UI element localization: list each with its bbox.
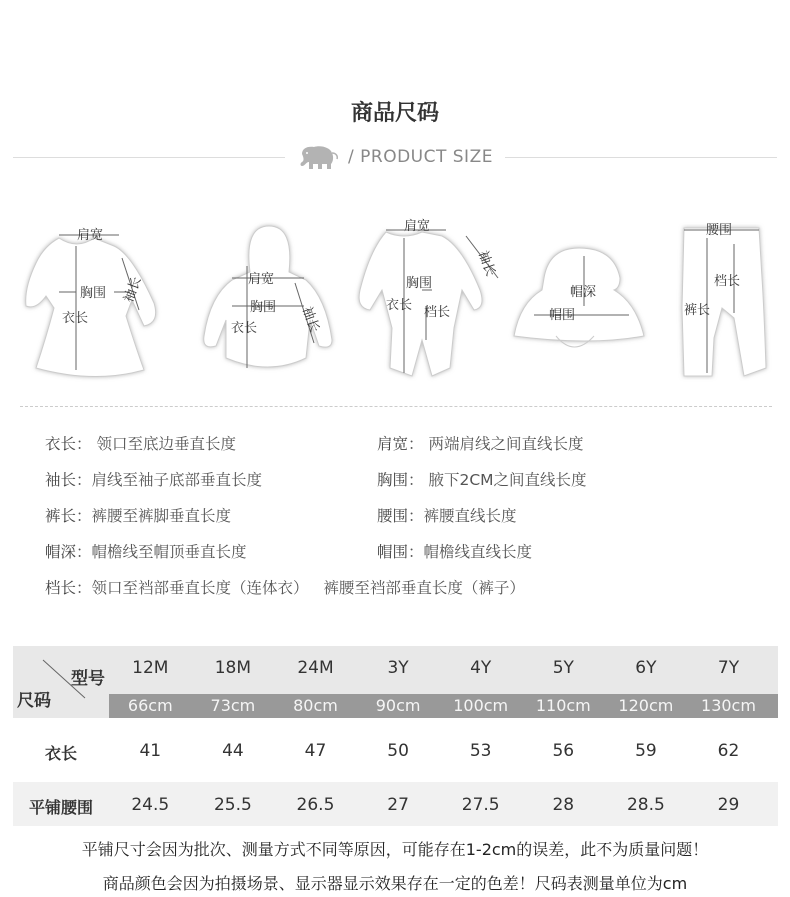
table-cell: 25.5 [213, 795, 252, 815]
size-header-cell: 3Y [387, 658, 409, 678]
romper-diagram [359, 230, 498, 376]
table-cell: 27 [387, 795, 409, 815]
divider-right [505, 157, 777, 158]
definition-item: 衣长： 领口至底边垂直长度 [45, 435, 236, 453]
table-cell: 50 [387, 741, 409, 761]
definition-item: 袖长：肩线至袖子底部垂直长度 [45, 471, 263, 489]
pants-label-crotch: 档长 [714, 274, 741, 289]
dashed-divider [20, 406, 772, 407]
definition-item: 胸围： 腋下2CM之间直线长度 [377, 471, 587, 489]
subtitle-text: / PRODUCT SIZE [348, 147, 493, 167]
table-cell: 56 [552, 741, 575, 761]
table-cell: 27.5 [461, 795, 500, 815]
size-header-cell: 24M [297, 658, 334, 678]
size-header-cell: 7Y [717, 658, 740, 678]
dress-label-sleeve: 袖长 [121, 275, 145, 305]
jacket-label-length: 衣长 [231, 321, 258, 336]
divider-left [13, 157, 285, 158]
definition-item: 裤长：裤腰至裤脚垂直长度 [45, 507, 232, 525]
hat-label-circ: 帽围 [549, 308, 576, 323]
size-header-cell: 5Y [552, 658, 574, 678]
note-2: 商品颜色会因为拍摄场景、显示器显示效果存在一定的色差！尺码表测量单位为cm [102, 874, 688, 893]
row-label: 衣长 [44, 744, 77, 763]
romper-label-chest: 胸围 [406, 276, 433, 291]
jacket-label-chest: 胸围 [250, 300, 277, 315]
size-header-cell: 6Y [635, 658, 657, 678]
dress-label-shoulder: 肩宽 [77, 228, 104, 243]
jacket-diagram [204, 226, 332, 368]
height-cell: 100cm [453, 696, 509, 715]
romper-label-sleeve: 袖长 [474, 248, 498, 279]
dress-label-length: 衣长 [62, 311, 89, 326]
pants-label-waist: 腰围 [706, 223, 733, 238]
note-1: 平铺尺寸会因为批次、测量方式不同等原因，可能存在1-2cm的误差，此不为质量问题！ [81, 840, 709, 859]
hat-label-depth: 帽深 [570, 285, 597, 300]
table-cell: 47 [304, 741, 327, 761]
size-header-cell: 4Y [470, 658, 492, 678]
height-cell: 90cm [375, 696, 421, 715]
height-cell: 120cm [618, 696, 674, 715]
height-cell: 73cm [210, 696, 256, 715]
romper-label-shoulder: 肩宽 [404, 219, 431, 234]
definition-item: 帽深：帽檐线至帽顶垂直长度 [45, 543, 247, 561]
dress-diagram [26, 235, 156, 377]
height-cell: 66cm [127, 696, 173, 715]
height-cell: 110cm [535, 696, 591, 715]
table-cell: 53 [469, 741, 492, 761]
table-cell: 28.5 [626, 795, 665, 815]
table-cell: 29 [717, 795, 740, 815]
romper-label-length: 衣长 [386, 298, 413, 313]
table-cell: 24.5 [131, 795, 170, 815]
pants-label-length: 裤长 [684, 303, 711, 318]
row-label: 平铺腰围 [28, 798, 93, 817]
elephant-icon [298, 144, 340, 170]
corner-top-label: 型号 [71, 669, 105, 689]
corner-bottom-label: 尺码 [17, 691, 51, 711]
table-cell: 26.5 [296, 795, 335, 815]
pants-diagram [682, 228, 766, 376]
section-subtitle [298, 144, 493, 170]
table-cell: 44 [222, 741, 244, 761]
size-header-cell: 12M [132, 658, 169, 678]
dress-label-chest: 胸围 [80, 286, 107, 301]
definition-item: 肩宽： 两端肩线之间直线长度 [377, 435, 584, 453]
size-table [13, 646, 778, 826]
definition-item: 帽围：帽檐线直线长度 [377, 543, 533, 561]
definition-item: 档长：领口至裆部垂直长度（连体衣） 裤腰至裆部垂直长度（裤子） [45, 579, 525, 597]
page-title: 商品尺码 [350, 101, 439, 126]
romper-label-crotch: 档长 [424, 305, 451, 320]
definition-item: 腰围：裤腰直线长度 [377, 507, 517, 525]
height-cell: 80cm [293, 696, 338, 715]
table-cell: 28 [552, 795, 575, 815]
jacket-label-shoulder: 肩宽 [248, 272, 275, 287]
height-cell: 130cm [701, 696, 756, 715]
size-diagrams [14, 208, 784, 388]
size-header-cell: 18M [214, 658, 252, 678]
jacket-label-sleeve: 袖长 [298, 304, 322, 335]
table-cell: 62 [717, 741, 740, 761]
table-cell: 41 [139, 741, 162, 761]
table-cell: 59 [635, 741, 657, 761]
